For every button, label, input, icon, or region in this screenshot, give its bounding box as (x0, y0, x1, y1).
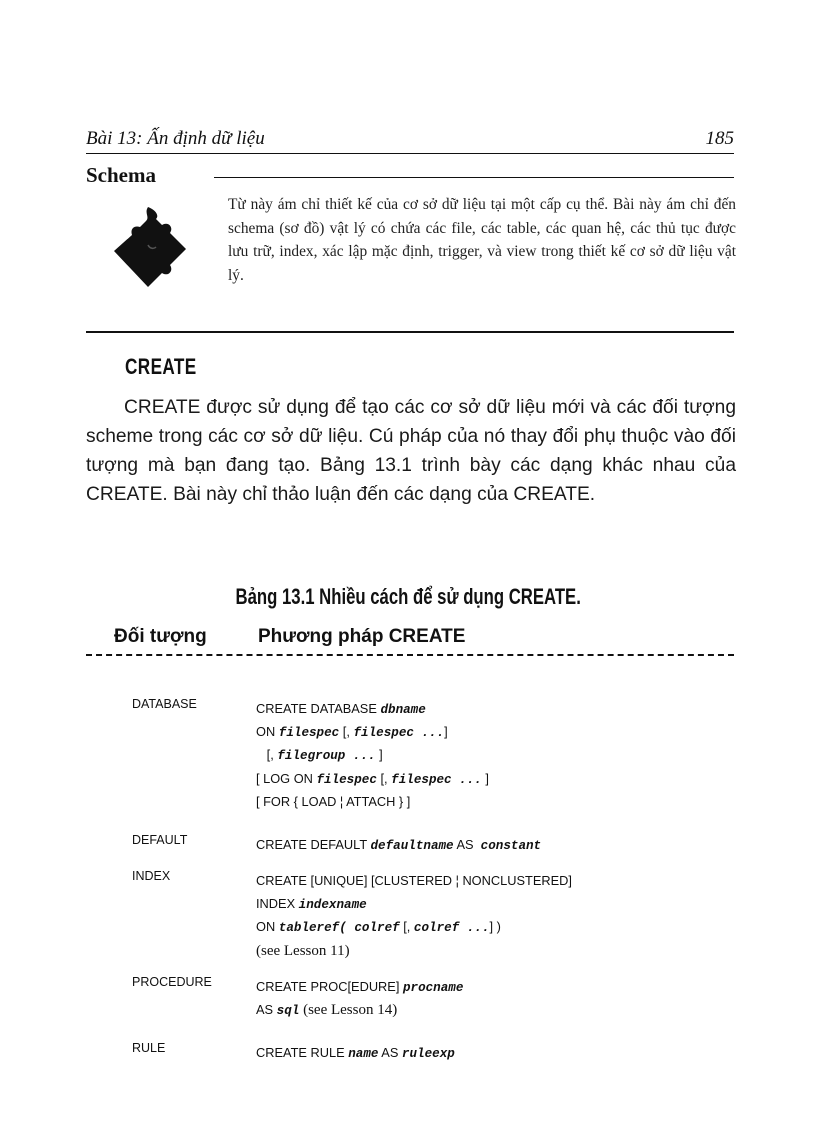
syntax-line (256, 869, 572, 892)
table-cell-syntax (256, 869, 572, 962)
syntax-placeholder: filegroup ... (277, 749, 376, 764)
syntax-keyword: ] (375, 747, 383, 763)
syntax-keyword: [ FOR { LOAD ¦ ATTACH } ] (256, 793, 411, 809)
syntax-line (256, 998, 463, 1021)
page-number: 185 (705, 128, 734, 149)
syntax-keyword: CREATE PROC[EDURE] (256, 979, 403, 994)
table-cell-object: RULE (132, 1041, 166, 1055)
syntax-line (256, 1041, 455, 1064)
syntax-keyword: [, (339, 724, 354, 740)
syntax-placeholder: filespec (316, 772, 377, 787)
puzzle-piece-icon (104, 205, 194, 291)
syntax-line (256, 743, 489, 766)
syntax-keyword: ] (444, 724, 448, 740)
syntax-keyword: [, (256, 747, 278, 763)
syntax-placeholder: procname (402, 981, 464, 995)
syntax-keyword: (see Lesson 14) (299, 1002, 398, 1019)
table-caption-text: Bảng 13.1 Nhiều cách để sử dụng CREATE. (235, 584, 581, 609)
sidebar-top-rule (214, 177, 734, 178)
syntax-placeholder: filespec ... (353, 726, 445, 741)
table-cell-object: DEFAULT (132, 833, 188, 847)
syntax-placeholder: indexname (298, 898, 367, 913)
column-header-rule (86, 654, 734, 656)
syntax-placeholder: constant (480, 839, 542, 853)
syntax-placeholder: tableref( colref (278, 921, 400, 936)
syntax-keyword: ] ) (489, 919, 501, 935)
syntax-keyword: AS (256, 1002, 277, 1018)
sidebar-body: Từ này ám chỉ thiết kế của cơ sở dữ liệu tại một cấp cụ thể. Bài này ám chỉ đến schema (sơ đồ) vật lý có chứa các file, các table, các quan hệ, các thủ tục được lưu trữ, index, xác lập mặc định, trigger, và view trong thiết kế cơ sở dữ liệu vật lý. (228, 196, 736, 284)
syntax-line (256, 833, 541, 856)
syntax-keyword: CREATE [UNIQUE] [CLUSTERED ¦ NONCLUSTERED] (256, 873, 572, 888)
syntax-placeholder: dbname (380, 703, 426, 717)
table-cell-object: DATABASE (132, 697, 197, 711)
syntax-keyword: AS (453, 837, 481, 852)
syntax-placeholder: name (348, 1047, 379, 1061)
column-header-method: Phương pháp CREATE (258, 626, 466, 647)
syntax-keyword: [ LOG ON (256, 770, 317, 786)
syntax-line (256, 697, 489, 720)
syntax-line (256, 767, 489, 790)
table-cell-syntax (256, 697, 489, 813)
syntax-keyword: ] (481, 770, 489, 786)
syntax-keyword: AS (378, 1045, 402, 1060)
header-rule (86, 153, 734, 154)
syntax-line (256, 975, 463, 998)
syntax-placeholder: filespec ... (391, 772, 482, 787)
syntax-keyword: ON (256, 919, 279, 935)
table-cell-syntax (256, 1041, 455, 1064)
syntax-keyword: CREATE DEFAULT (256, 837, 371, 852)
table-cell-object: INDEX (132, 869, 171, 883)
syntax-placeholder: ruleexp (401, 1047, 455, 1061)
syntax-keyword: (see Lesson 11) (256, 942, 350, 959)
sidebar-title: Schema (86, 163, 156, 187)
table-cell-syntax (256, 975, 463, 1021)
syntax-line (256, 720, 489, 743)
column-header-object: Đối tượng (114, 626, 207, 647)
syntax-keyword: CREATE DATABASE (256, 701, 381, 716)
syntax-placeholder: filespec (278, 726, 340, 741)
syntax-line (256, 915, 572, 938)
syntax-keyword: INDEX (256, 896, 299, 912)
section-paragraph: CREATE được sử dụng để tạo các cơ sở dữ liệu mới và các đối tượng scheme trong các cơ sở dữ liệu. Cú pháp của nó thay đổi phụ thuộc vào đối tượng mà bạn đang tạo. Bảng 13.1 trình bày các dạng khác nhau của CREATE. Bài này chỉ thảo luận đến các dạng của CREATE. (86, 397, 736, 505)
table-cell-syntax (256, 833, 541, 856)
syntax-keyword: ON (256, 724, 279, 740)
table-caption (0, 584, 816, 610)
syntax-keyword: [, (399, 919, 414, 935)
syntax-keyword: [, (376, 770, 392, 786)
syntax-line (256, 939, 572, 962)
syntax-line (256, 790, 489, 813)
syntax-line (256, 892, 572, 915)
running-header-title: Bài 13: Ấn định dữ liệu (86, 128, 265, 149)
table-cell-object: PROCEDURE (132, 975, 212, 989)
syntax-placeholder: defaultname (370, 839, 454, 853)
syntax-placeholder: colref ... (413, 921, 490, 936)
section-heading: CREATE (125, 354, 197, 379)
syntax-keyword: CREATE RULE (256, 1045, 349, 1060)
syntax-placeholder: sql (276, 1004, 300, 1019)
sidebar-bottom-rule (86, 331, 734, 333)
